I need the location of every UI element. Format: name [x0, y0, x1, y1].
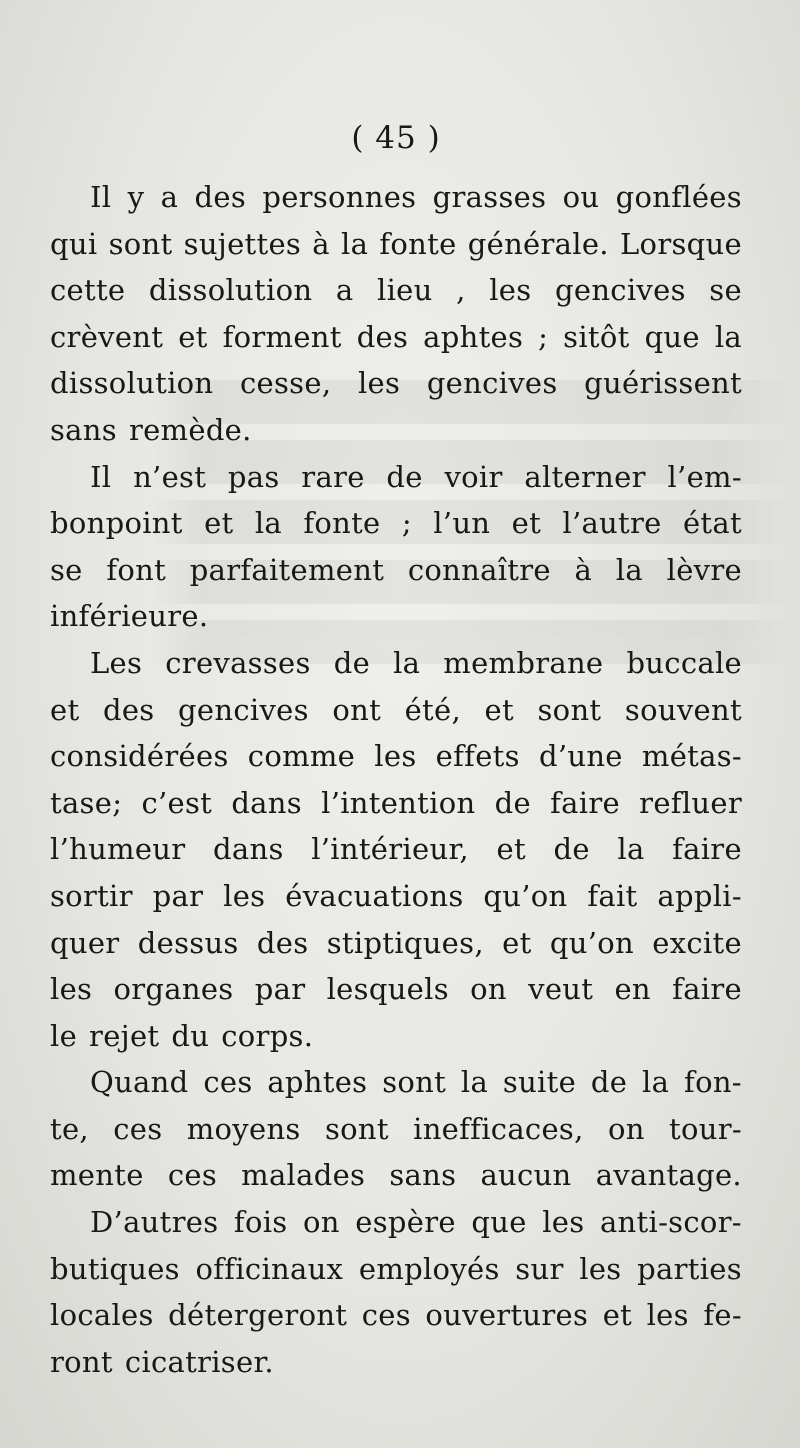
paragraph-2: [50, 454, 742, 640]
word: sujettes: [183, 226, 302, 261]
text-line: [50, 1059, 742, 1106]
word: ront: [50, 1344, 113, 1379]
word: et: [502, 925, 532, 960]
word: sont: [382, 1065, 447, 1100]
word: membrane: [443, 645, 604, 680]
word: dissolution: [148, 273, 313, 308]
page-text: [50, 110, 742, 1385]
word: fonte: [379, 226, 457, 261]
word: sitôt: [563, 319, 630, 354]
word: dessus: [137, 925, 239, 960]
word: sont: [108, 226, 173, 261]
word: sans: [50, 412, 117, 447]
text-line: [50, 593, 742, 640]
word: butiques: [50, 1251, 180, 1286]
word: tour-: [669, 1111, 742, 1146]
word: a: [160, 180, 179, 214]
word: de: [333, 645, 371, 680]
word: forment: [222, 319, 342, 354]
word: faire: [550, 785, 620, 820]
word: remède.: [128, 412, 252, 447]
word: générale.: [467, 226, 609, 261]
word: fait: [587, 878, 638, 913]
word: inefficaces,: [413, 1111, 584, 1146]
word: la: [460, 1065, 489, 1100]
word: gencives: [426, 366, 558, 401]
word: métas-: [641, 739, 742, 774]
word: par: [152, 878, 204, 913]
word: ont: [332, 692, 382, 727]
word: et: [178, 319, 208, 354]
word: moyens: [186, 1111, 301, 1146]
word: aucun: [480, 1158, 572, 1193]
word: l’un: [433, 506, 491, 541]
word: cette: [50, 273, 126, 308]
word: grasses: [432, 180, 547, 214]
text-line: [50, 687, 742, 734]
text-line: [50, 826, 742, 873]
word: buccale: [626, 645, 742, 680]
word: la: [254, 506, 282, 541]
word: fe-: [703, 1298, 742, 1333]
word: et: [50, 692, 80, 727]
word: sont: [324, 1111, 389, 1146]
word: qui: [50, 226, 98, 261]
word: l’em-: [667, 459, 742, 494]
word: fon-: [684, 1065, 742, 1100]
word: la: [341, 226, 369, 261]
word: ces: [203, 1065, 253, 1100]
word: ouvertures: [425, 1298, 589, 1333]
text-line: [50, 314, 742, 361]
word: détergeront: [168, 1298, 348, 1333]
word: le: [50, 1018, 78, 1053]
word: de: [386, 459, 423, 494]
word: sortir: [50, 878, 133, 913]
word: les: [646, 1298, 689, 1333]
word: effets: [435, 739, 520, 774]
word: cesse,: [240, 366, 332, 401]
word: ou: [562, 180, 600, 214]
paragraph-3: [50, 640, 742, 1059]
word: Lorsque: [620, 226, 742, 261]
word: des: [102, 692, 155, 727]
word: ;: [401, 506, 412, 541]
word: les: [489, 273, 532, 308]
word: bonpoint: [50, 506, 183, 541]
text-line: [50, 1152, 742, 1199]
word: évacuations: [285, 878, 464, 913]
word: veut: [528, 972, 594, 1007]
word: rejet: [89, 1018, 160, 1053]
word: gencives: [178, 692, 309, 727]
word: on: [607, 1111, 645, 1146]
word: alterner: [524, 459, 646, 494]
text-line: [50, 1013, 742, 1060]
word: voir: [444, 459, 503, 494]
text-line: [50, 267, 742, 314]
word: les: [223, 878, 266, 913]
word: ces: [113, 1111, 163, 1146]
word: lèvre: [666, 552, 742, 587]
word: lieu: [377, 273, 433, 308]
word: du: [171, 1018, 210, 1053]
word: malades: [241, 1158, 366, 1193]
word: mente: [50, 1158, 144, 1193]
text-line: [50, 454, 742, 501]
word: des: [256, 925, 309, 960]
word: a: [335, 273, 354, 308]
word: et: [496, 832, 526, 867]
word: Les: [90, 645, 143, 680]
word: la: [393, 645, 421, 680]
word: l’autre: [562, 506, 662, 541]
text-line: [50, 780, 742, 827]
word: ces: [167, 1158, 217, 1193]
word: que: [471, 1205, 527, 1240]
word: organes: [113, 972, 234, 1007]
word: parties: [637, 1251, 742, 1286]
word: qu’on: [483, 878, 568, 913]
word: excite: [652, 925, 742, 960]
word: se: [50, 552, 83, 587]
word: cicatriser.: [124, 1344, 274, 1379]
text-line: [50, 1339, 742, 1386]
text-line: [50, 1292, 742, 1339]
word: par: [254, 972, 306, 1007]
word: tase;: [50, 785, 123, 820]
text-line: [50, 500, 742, 547]
text-line: [50, 360, 742, 407]
word: et: [484, 692, 514, 727]
word: à: [312, 226, 330, 261]
word: en: [614, 972, 651, 1007]
word: gencives: [555, 273, 686, 308]
word: la: [642, 1065, 670, 1100]
word: Il: [90, 459, 112, 494]
word: que: [644, 319, 700, 354]
word: gonflées: [615, 180, 742, 214]
word: ;: [538, 319, 549, 354]
word: sans: [389, 1158, 457, 1193]
text-line: [50, 1199, 742, 1246]
word: D’autres: [90, 1205, 219, 1240]
word: c’est: [141, 785, 213, 820]
text-line: [50, 733, 742, 780]
word: officinaux: [195, 1251, 344, 1286]
word: de: [494, 785, 531, 820]
paragraph-5: [50, 1199, 742, 1385]
word: fonte: [303, 506, 381, 541]
word: qu’on: [549, 925, 634, 960]
word: quer: [50, 925, 120, 960]
word: dans: [213, 832, 284, 867]
word: rare: [301, 459, 365, 494]
text-line: [50, 640, 742, 687]
text-line: [50, 547, 742, 594]
paragraph-4: [50, 1059, 742, 1199]
word: les: [579, 1251, 622, 1286]
word: fois: [233, 1205, 288, 1240]
word: avantage.: [595, 1158, 742, 1193]
text-line: [50, 1246, 742, 1293]
word: Il: [90, 180, 112, 214]
word: Quand: [90, 1065, 189, 1100]
word: inférieure.: [50, 599, 209, 634]
word: sur: [515, 1251, 564, 1286]
word: on: [470, 972, 507, 1007]
word: les: [542, 1205, 585, 1240]
word: la: [714, 319, 742, 354]
word: à: [574, 552, 593, 587]
word: locales: [50, 1298, 154, 1333]
word: d’une: [538, 739, 623, 774]
word: des: [356, 319, 409, 354]
word: les: [357, 366, 401, 401]
text-line: [50, 920, 742, 967]
word: te,: [50, 1111, 89, 1146]
text-line: [50, 873, 742, 920]
word: font: [106, 552, 167, 587]
word: faire: [672, 972, 742, 1007]
word: stiptiques,: [326, 925, 484, 960]
paragraph-1: [50, 174, 742, 454]
word: aphtes: [267, 1065, 368, 1100]
word: corps.: [221, 1018, 314, 1053]
word: l’intention: [321, 785, 476, 820]
word: et: [204, 506, 234, 541]
word: et: [602, 1298, 633, 1333]
word: les: [374, 739, 417, 774]
word: se: [709, 273, 742, 308]
word: dans: [231, 785, 302, 820]
text-line: [50, 407, 742, 454]
word: été,: [404, 692, 461, 727]
word: aphtes: [423, 319, 524, 354]
text-line: [50, 1106, 742, 1153]
word: état: [682, 506, 742, 541]
word: parfaitement: [189, 552, 385, 587]
word: considérées: [50, 739, 229, 774]
word: souvent: [624, 692, 742, 727]
word: crèvent: [50, 319, 164, 354]
word: crevasses: [165, 645, 311, 680]
word: comme: [247, 739, 356, 774]
word: refluer: [639, 785, 742, 820]
text-line: [50, 221, 742, 268]
word: des: [194, 180, 247, 214]
word: connaître: [407, 552, 551, 587]
word: l’humeur: [50, 832, 186, 867]
word: ,: [456, 273, 466, 308]
word: pas: [227, 459, 280, 494]
word: guérissent: [584, 366, 742, 401]
word: sont: [537, 692, 602, 727]
word: appli-: [657, 878, 742, 913]
word: on: [303, 1205, 340, 1240]
text-line: [50, 174, 742, 221]
word: la: [617, 832, 645, 867]
word: personnes: [262, 180, 417, 214]
word: n’est: [133, 459, 207, 494]
word: employés: [358, 1251, 500, 1286]
word: la: [615, 552, 643, 587]
word: dissolution: [50, 366, 214, 401]
word: faire: [672, 832, 742, 867]
word: ces: [361, 1298, 411, 1333]
word: les: [50, 972, 93, 1007]
word: et: [511, 506, 542, 541]
word: de: [590, 1065, 628, 1100]
word: lesquels: [326, 972, 449, 1007]
text-line: [50, 966, 742, 1013]
word: suite: [502, 1065, 577, 1100]
page-number: ( 45 ): [351, 120, 441, 156]
word: anti-scor-: [599, 1205, 742, 1240]
word: espère: [355, 1205, 456, 1240]
word: y: [127, 180, 145, 214]
word: de: [553, 832, 590, 867]
word: l’intérieur,: [311, 832, 469, 867]
